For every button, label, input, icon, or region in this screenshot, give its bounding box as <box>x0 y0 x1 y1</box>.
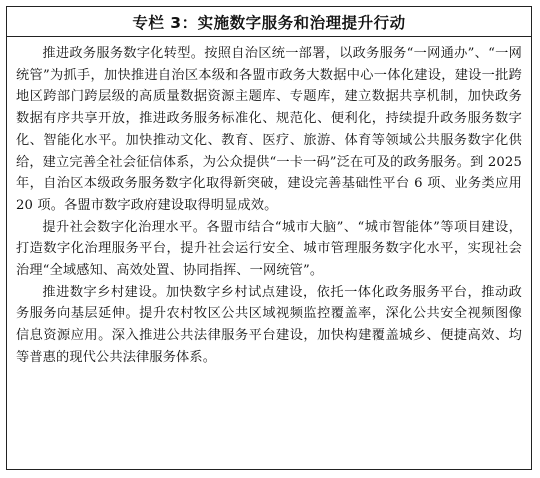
paragraph-digital-village: 推进数字乡村建设。加快数字乡村试点建设，依托一体化政务服务平台，推动政务服务向基层延伸。提升农村牧区公共区域视频监控覆盖率，深化公共安全视频图像信息资源应用。深入推进公共法律服务平台建设，加快构建覆盖城乡、便捷高效、均等普惠的现代公共法律服务体系。 <box>16 284 522 365</box>
box-title-bar <box>7 7 531 37</box>
box-title: 专栏 3：实施数字服务和治理提升行动 <box>132 13 406 32</box>
paragraph-social-governance: 提升社会数字化治理水平。各盟市结合“城市大脑”、“城市智能体”等项目建设，打造数字化治理服务平台，提升社会运行安全、城市管理服务数字化水平，实现社会治理“全域感知、高效处置、协同指挥、一网统管”。 <box>16 219 522 279</box>
column-box <box>6 6 532 470</box>
paragraph-digital-government: 推进政务服务数字化转型。按照自治区统一部署，以政务服务“一网通办”、“一网统管”为抓手，加快推进自治区本级和各盟市政务大数据中心一体化建设，建设一批跨地区跨部门跨层级的高质量数据资源主题库、专题库，建立数据共享机制，加快政务数据有序共享开放，推进政务服务标准化、规范化、便利化，持续提升政务服务数字化、智能化水平。加快推动文化、教育、医疗、旅游、体育等领域公共服务数字化供给，建立完善全社会征信体系，为公众提供“一卡一码”泛在可及的政务服务。到 2025 年，自治区本级政务服务数字化取得新突破，建设完善基础性平台 6 项、业务类应用 20 项。各盟市数字政府建设取得明显成效。 <box>16 46 522 213</box>
box-body <box>7 37 531 369</box>
